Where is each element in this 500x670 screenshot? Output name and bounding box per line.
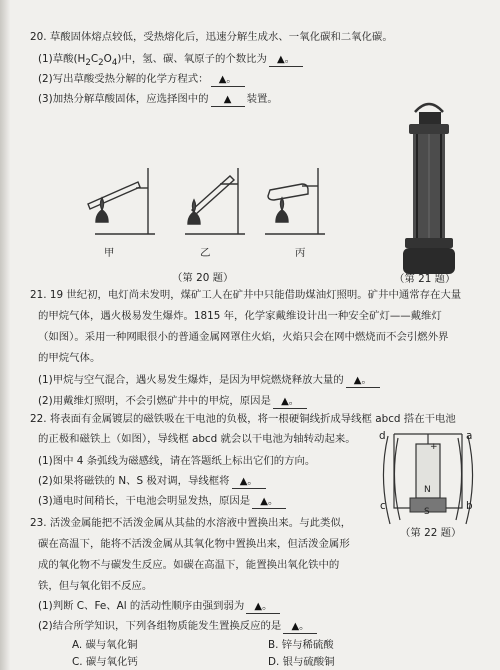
q20-sub2-text: (2)写出草酸受热分解的化学方程式： (38, 73, 209, 85)
lamp-top-ring (409, 124, 449, 134)
corner-label-a: a (466, 430, 473, 442)
answer-triangle-icon: ▲。 (281, 396, 299, 407)
q20-sub3-text-a: (3)加热分解草酸固体，应选择图中的 (38, 93, 209, 105)
option-c[interactable]: C. 碳与氧化钙 (72, 656, 138, 668)
answer-triangle-icon: ▲。 (254, 601, 273, 612)
magnet-s-label: S (424, 507, 430, 517)
q20-sub2 (38, 72, 247, 87)
q22-caption: （第 22 题） (400, 527, 462, 539)
q21-sub1-text: (1)甲烷与空气混合，遇火易发生爆炸，是因为甲烷燃烧释放大量的 (38, 374, 344, 386)
q22-line-1: 22. 将表面有金属镀层的磁铁吸在干电池的负极，将一根硬铜线折成导线框 abcd 搭在干电池 (30, 413, 456, 425)
q21-line-2: 的甲烷气体，遇火极易发生爆炸。1815 年，化学家戴维设计出一种安全矿灯——戴维灯 (38, 310, 442, 322)
answer-triangle-icon: ▲。 (353, 375, 372, 386)
q20-sub1-sub-2a: 2 (85, 58, 91, 69)
q20-sub1-text-g: )中，氢、碳、氧原子的个数比为 (117, 53, 267, 65)
q21-caption: （第 21 题） (394, 273, 456, 285)
q22-sub3-text: (3)通电时间稍长，干电池会明显发热，原因是 (38, 495, 251, 507)
q20-sub1-text-c: C (90, 53, 99, 65)
q22-sub2-text: (2)如果将磁铁的 N、S 极对调，导线框将 (38, 475, 230, 487)
q20-sub1-text-a: (1)草酸(H (38, 53, 86, 65)
label-yi: 乙 (200, 247, 211, 259)
yi-test-tube (192, 176, 234, 214)
option-d[interactable]: D. 银与硫酸铜 (268, 656, 335, 668)
q23-line-4: 铁，但与氧化铝不反应。 (38, 580, 153, 592)
q21-sub1 (38, 373, 382, 388)
q22-line-2: 的正极和磁铁上（如图），导线框 abcd 就会以干电池为轴转动起来。 (38, 433, 356, 445)
answer-blank[interactable] (232, 475, 266, 489)
yi-burner (188, 212, 200, 224)
answer-triangle-icon: ▲。 (291, 621, 310, 632)
jia-test-tube (88, 182, 140, 209)
option-a[interactable]: A. 碳与氧化铜 (72, 639, 138, 651)
flame-icon (281, 198, 284, 210)
corner-label-d: d (379, 430, 386, 442)
q20-sub3-text-b: 装置。 (246, 93, 278, 105)
answer-triangle-icon: ▲。 (260, 496, 278, 507)
bing-burner (276, 210, 288, 222)
q20-sub1-sub-4: 4 (111, 58, 118, 69)
q22-sub3 (38, 494, 288, 509)
answer-blank[interactable] (273, 395, 307, 409)
page-edge-shadow (0, 0, 10, 670)
q23-sub1-text: (1)判断 C、Fe、Al 的活动性顺序由强到弱为 (38, 600, 245, 612)
answer-blank[interactable] (346, 374, 380, 388)
q23-sub2 (38, 619, 319, 634)
label-jia: 甲 (104, 247, 115, 259)
answer-triangle-icon: ▲。 (239, 476, 258, 487)
jia-burner (96, 210, 108, 222)
flame-icon (101, 198, 104, 210)
q23-line-3: 成的氧化物不与碳发生反应。如碳在高温下，能置换出氧化铁中的 (38, 559, 340, 571)
q21-line-3: （如图）。采用一种网眼很小的普通金属网罩住火焰，火焰只会在网中燃烧而不会引燃外界 (38, 331, 449, 343)
lamp-collar (405, 238, 453, 248)
q23-sub2-text: (2)结合所学知识，下列各组物质能发生置换反应的是 (38, 620, 282, 632)
q23-line-2: 碳在高温下，能将不活泼金属从其氧化物中置换出来，但活泼金属形 (38, 538, 350, 550)
q20-stem: 20. 草酸固体熔点较低，受热熔化后，迅速分解生成水、一氧化碳和二氧化碳。 (30, 31, 393, 43)
q20-sub1-text-o: O (103, 53, 112, 65)
answer-blank[interactable] (283, 620, 317, 634)
q20-sub1-sub-2b: 2 (98, 58, 104, 69)
answer-blank[interactable] (269, 53, 303, 67)
label-bing: 丙 (295, 247, 306, 259)
q22-sub2 (38, 474, 268, 489)
answer-blank[interactable] (246, 600, 280, 614)
option-b[interactable]: B. 锌与稀硫酸 (268, 639, 334, 651)
answer-triangle-icon: ▲。 (218, 74, 237, 85)
answer-blank[interactable] (211, 93, 245, 107)
answer-triangle-icon: ▲。 (277, 54, 295, 65)
q21-sub2 (38, 394, 309, 409)
corner-label-c: c (380, 500, 386, 512)
battery-plus-label: + (430, 442, 438, 452)
q21-line-1: 21. 19 世纪初，电灯尚未发明，煤矿工人在矿井中只能借助煤油灯照明。矿井中通常存在大量 (30, 289, 462, 301)
answer-blank[interactable] (252, 495, 286, 509)
q20-sub3 (38, 92, 278, 107)
answer-blank[interactable] (211, 73, 245, 87)
lamp-cap (419, 112, 441, 124)
q21-sub2-text: (2)用戴维灯照明，不会引燃矿井中的甲烷，原因是 (38, 395, 271, 407)
q20-caption: （第 20 题） (172, 272, 234, 284)
davy-lamp-figure (395, 98, 463, 276)
q23-line-1: 23. 活泼金属能把不活泼金属从其盐的水溶液中置换出来。与此类似， (30, 517, 352, 529)
answer-triangle-icon: ▲ (223, 94, 232, 105)
corner-label-b: b (466, 500, 473, 512)
lamp-handle (415, 104, 443, 112)
q20-sub1 (38, 52, 305, 71)
magnet-n-label: N (424, 485, 431, 495)
q23-sub1 (38, 599, 282, 614)
flame-icon (193, 200, 196, 212)
q21-line-4: 的甲烷气体。 (38, 352, 101, 364)
q22-sub1: (1)图中 4 条弧线为磁感线，请在答题纸上标出它们的方向。 (38, 455, 316, 467)
